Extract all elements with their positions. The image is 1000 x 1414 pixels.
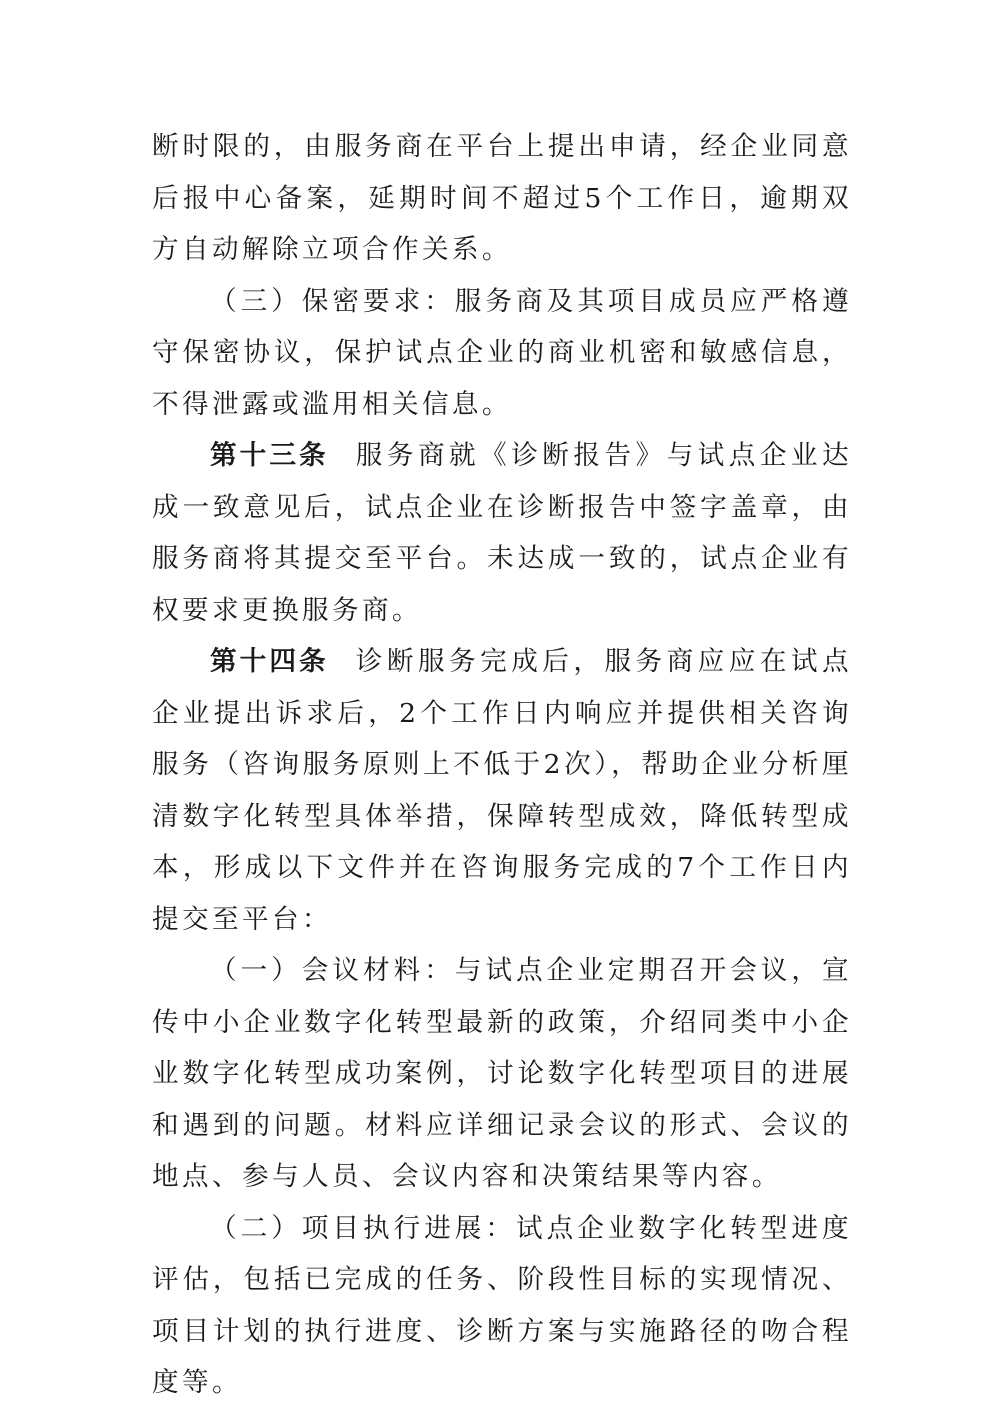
article-14-title: 第十四条 — [210, 646, 329, 677]
paragraph-article-13 — [152, 430, 852, 636]
document-body — [152, 121, 852, 1409]
paragraph-article-14 — [152, 636, 852, 945]
paragraph-project-progress: （二）项目执行进展：试点企业数字化转型进度评估，包括已完成的任务、阶段性目标的实现情况、项目计划的执行进度、诊断方案与实施路径的吻合程度等。 — [152, 1212, 852, 1398]
article-13-title: 第十三条 — [210, 440, 329, 471]
paragraph-confidentiality: （三）保密要求：服务商及其项目成员应严格遵守保密协议，保护试点企业的商业机密和敏感信息，不得泄露或滥用相关信息。 — [152, 285, 852, 420]
article-14-text: 诊断服务完成后，服务商应应在试点企业提出诉求后，2个工作日内响应并提供相关咨询服务（咨询服务原则上不低于2次），帮助企业分析厘清数字化转型具体举措，保障转型成效，降低转型成本，形成以下文件并在咨询服务完成的7个工作日内提交至平台： — [152, 646, 852, 935]
paragraph-meeting-materials: （一）会议材料：与试点企业定期召开会议，宣传中小企业数字化转型最新的政策，介绍同类中小企业数字化转型成功案例，讨论数字化转型项目的进展和遇到的问题。材料应详细记录会议的形式、会议的地点、参与人员、会议内容和决策结果等内容。 — [152, 955, 852, 1192]
paragraph-continuation: 断时限的，由服务商在平台上提出申请，经企业同意后报中心备案，延期时间不超过5个工作日，逾期双方自动解除立项合作关系。 — [152, 131, 852, 265]
article-13-text: 服务商就《诊断报告》与试点企业达成一致意见后，试点企业在诊断报告中签字盖章，由服务商将其提交至平台。未达成一致的，试点企业有权要求更换服务商。 — [152, 440, 852, 626]
